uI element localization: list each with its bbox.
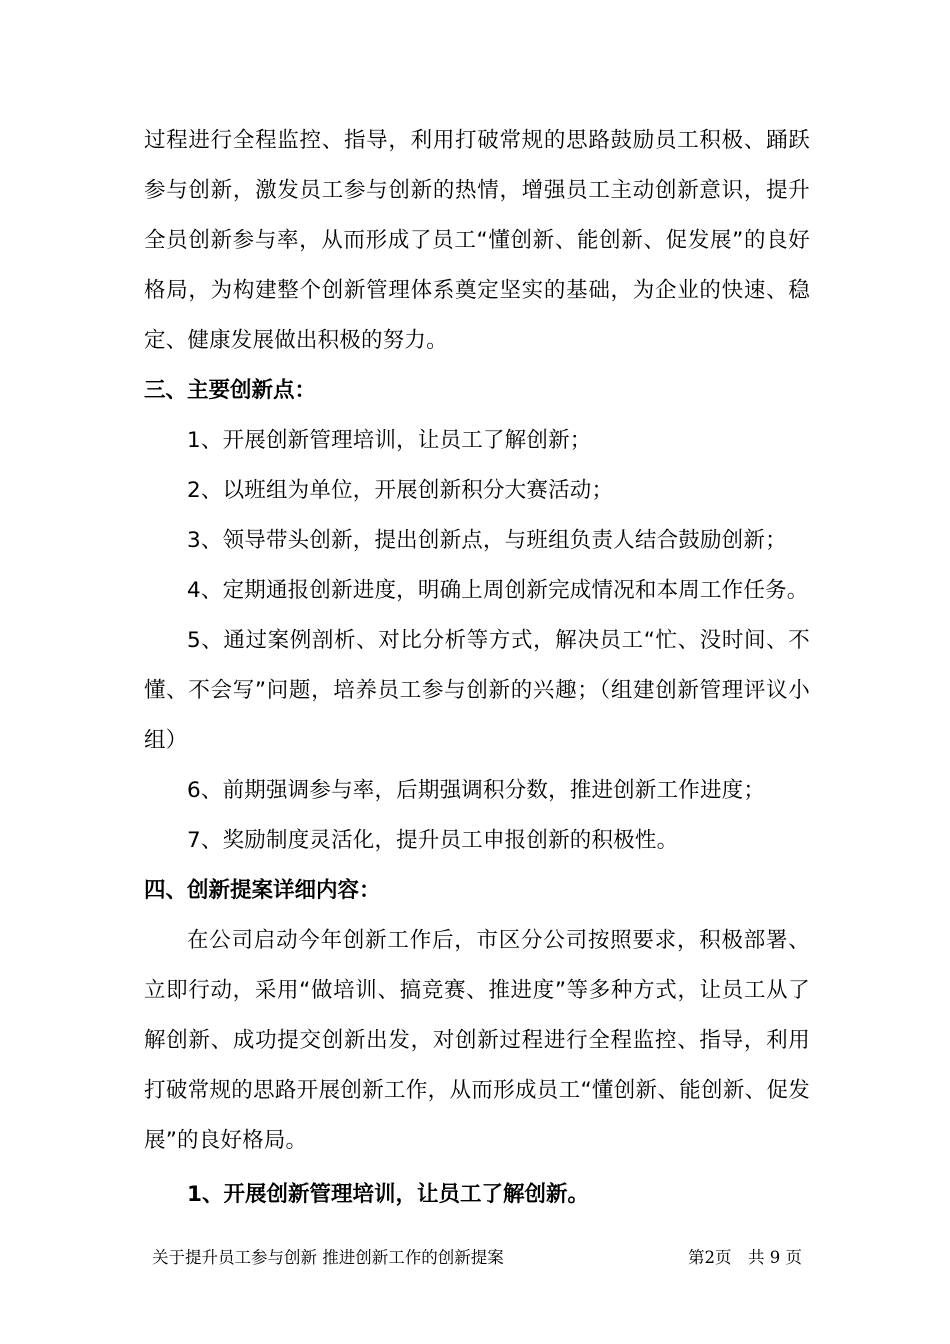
section-3-heading: 三、主要创新点： [144,378,317,403]
page-content [144,116,810,1220]
section-3-item-1: 1、开展创新管理培训，让员工了解创新； [187,428,592,453]
intro-paragraph: 过程进行全程监控、指导，利用打破常规的思路鼓励员工积极、踊跃参与创新，激发员工参与创新的热情，增强员工主动创新意识，提升全员创新参与率，从而形成了员工“懂创新、能创新、促发展”的良好格局，为构建整个创新管理体系奠定坚实的基础，为企业的快速、稳定、健康发展做出积极的努力。 [144,128,810,353]
section-3-item-5: 5、通过案例剖析、对比分析等方式，解决员工“忙、没时间、不懂、不会写”问题，培养员工参与创新的兴趣；（组建创新管理评议小组） [144,628,810,753]
section-4-heading: 四、创新提案详细内容： [144,878,381,903]
subsection-1-heading: 1、开展创新管理培训，让员工了解创新。 [187,1182,589,1207]
section-3-item-3: 3、领导带头创新，提出创新点，与班组负责人结合鼓励创新； [187,528,787,553]
footer-page-number: 第2页 共 9 页 [688,1248,802,1267]
section-3-item-6: 6、前期强调参与率，后期强调积分数，推进创新工作进度； [187,778,766,803]
footer-document-title: 关于提升员工参与创新 推进创新工作的创新提案 [152,1248,504,1267]
section-3-item-7: 7、奖励制度灵活化，提升员工申报创新的积极性。 [187,828,679,853]
section-3-item-2: 2、以班组为单位，开展创新积分大赛活动； [187,478,614,503]
page-footer [152,1246,802,1270]
section-4-paragraph: 在公司启动今年创新工作后，市区分公司按照要求，积极部署、立即行动，采用“做培训、搞竞赛、推进度”等多种方式，让员工从了解创新、成功提交创新出发，对创新过程进行全程监控、指导，利用打破常规的思路开展创新工作，从而形成员工“懂创新、能创新、促发展”的良好格局。 [144,928,810,1153]
section-3-item-4: 4、定期通报创新进度，明确上周创新完成情况和本周工作任务。 [187,578,809,603]
